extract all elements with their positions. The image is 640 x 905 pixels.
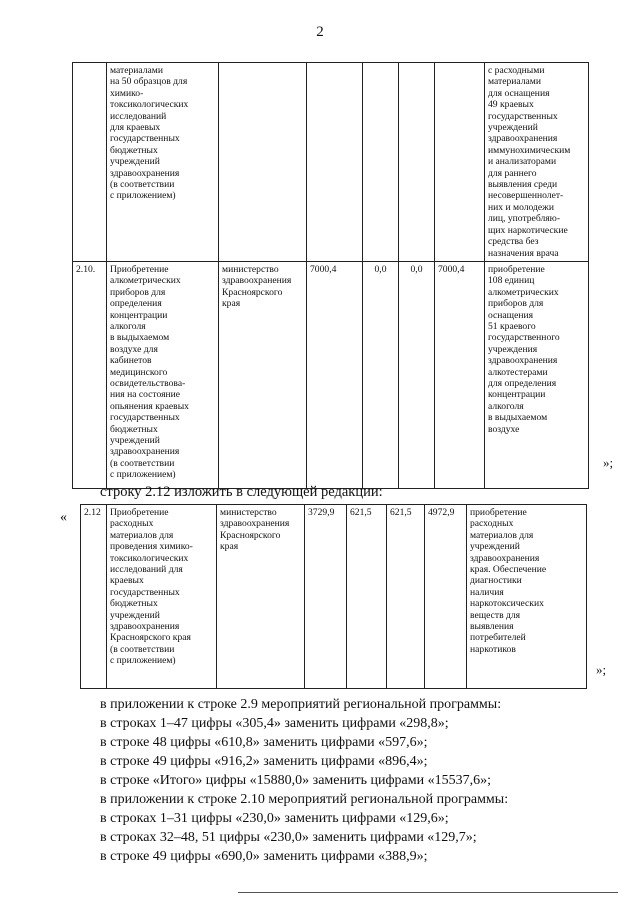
cell-value-2: 621,5	[347, 505, 387, 689]
cell-text-line: алкометрических	[110, 275, 181, 287]
cell-text-line: освидетельствова-	[110, 377, 186, 389]
cell-text-line: исследований	[110, 110, 167, 122]
cell-text-line: алкоголя	[110, 320, 146, 332]
cell-expected-result	[485, 261, 589, 488]
cell-text-line: токсикологических	[110, 99, 189, 111]
body-line: в строке «Итого» цифры «15880,0» заменить цифрами «15537,6»;	[100, 773, 491, 788]
cell-text-line: здравоохранения	[110, 446, 180, 458]
cell-text-line: учреждений	[488, 122, 538, 134]
cell-value-3: 621,5	[387, 505, 425, 689]
cell-text-line: концентрации	[488, 389, 546, 401]
body-line: в строке 49 цифры «916,2» заменить цифрами «896,4»;	[100, 754, 428, 769]
cell-text-line: края. Обеспечение	[470, 564, 547, 576]
cell-text-line: государственных	[110, 586, 180, 598]
cell-text-line: веществ для	[470, 609, 521, 621]
cell-text-line: материалов для	[470, 529, 534, 541]
body-line: в приложении к строке 2.9 мероприятий региональной программы:	[100, 697, 502, 712]
cell-text-line: бюджетных	[110, 423, 158, 435]
cell-text-line: государственных	[488, 110, 558, 122]
opening-quote-mark: «	[60, 510, 67, 525]
cell-text-line: в выдыхаемом	[110, 332, 170, 344]
cell-text-line: кабинетов	[110, 355, 152, 367]
body-line: в приложении к строке 2.10 мероприятий региональной программы:	[100, 792, 509, 807]
cell-text-line: бюджетных	[110, 598, 158, 610]
cell-text-line: опьянения краевых	[110, 400, 189, 412]
cell-text-line: Красноярского	[220, 529, 281, 541]
table-row-continued	[73, 63, 589, 262]
cell-value-total: 7000,4	[435, 261, 485, 488]
cell-value-1	[307, 63, 363, 262]
cell-text-line: расходных	[470, 518, 514, 530]
cell-text-line: выявления среди	[488, 179, 558, 191]
cell-text-line: потребителей	[470, 632, 526, 644]
cell-text-line: Приобретение	[110, 507, 169, 518]
cell-number: 2.12	[81, 505, 107, 689]
cell-number: 2.10.	[73, 261, 107, 488]
body-line: в строках 1–31 цифры «230,0» заменить цифрами «129,6»;	[100, 811, 449, 826]
cell-text-line: алкоголя	[488, 400, 524, 412]
cell-text-line: расходных	[110, 518, 154, 530]
cell-text-line: государственного	[488, 332, 560, 344]
cell-text-line: токсикологических	[110, 552, 189, 564]
cell-text-line: средства без	[488, 236, 539, 248]
program-table-row-2-12	[80, 504, 587, 689]
cell-text-line: с приложением)	[110, 190, 176, 202]
cell-value-3	[399, 63, 435, 262]
cell-text-line: Приобретение	[110, 263, 169, 275]
cell-activity-name	[107, 505, 217, 689]
cell-text-line: здравоохранения	[222, 275, 292, 287]
cell-text-line: в выдыхаемом	[488, 412, 548, 424]
cell-activity-name	[107, 63, 219, 262]
cell-text-line: приборов для	[110, 286, 166, 298]
cell-text-line: воздухе для	[110, 343, 158, 355]
cell-executor	[219, 63, 307, 262]
body-line: в строке 48 цифры «610,8» заменить цифрами «597,6»;	[100, 735, 428, 750]
cell-activity-name	[107, 261, 219, 488]
cell-value-1: 3729,9	[305, 505, 347, 689]
body-line: в строках 32–48, 51 цифры «230,0» заменить цифрами «129,7»;	[100, 830, 477, 845]
cell-text-line: для краевых	[110, 122, 161, 134]
cell-text-line: материалов для	[110, 529, 174, 541]
cell-text-line: с приложением)	[110, 469, 176, 481]
cell-text-line: выявления	[470, 621, 514, 633]
bottom-divider	[238, 892, 618, 893]
cell-text-line: здравоохранения	[488, 133, 558, 145]
cell-text-line: алкотестерами	[488, 366, 548, 378]
cell-text-line: Красноярского	[222, 286, 283, 298]
cell-text-line: медицинского	[110, 366, 168, 378]
body-line: в строке 49 цифры «690,0» заменить цифрами «388,9»;	[100, 849, 428, 864]
cell-text-line: бюджетных	[110, 144, 158, 156]
cell-value-2: 0,0	[363, 261, 399, 488]
cell-text-line: для раннего	[488, 167, 537, 179]
cell-text-line: (в соответствии	[110, 457, 175, 469]
instruction-line: строку 2.12 изложить в следующей редакции:	[100, 484, 383, 500]
cell-text-line: с приложением)	[110, 655, 176, 667]
cell-text-line: несовершеннолет-	[488, 190, 564, 202]
cell-text-line: и анализаторами	[488, 156, 557, 168]
cell-text-line: наркотоксических	[470, 598, 544, 610]
body-line: в строках 1–47 цифры «305,4» заменить цифрами «298,8»;	[100, 716, 449, 731]
cell-text-line: на 50 образцов для	[110, 76, 188, 88]
cell-text-line: (в соответствии	[110, 643, 175, 655]
cell-text-line: лиц, употребляю-	[488, 213, 561, 225]
closing-quote-mark: »;	[603, 455, 614, 470]
cell-text-line: здравоохранения	[220, 518, 290, 530]
page-number: 2	[316, 24, 324, 40]
cell-value-1: 7000,4	[307, 261, 363, 488]
cell-executor	[219, 261, 307, 488]
cell-text-line: министерство	[220, 507, 277, 518]
cell-text-line: воздухе	[488, 423, 520, 435]
cell-text-line: для определения	[488, 377, 557, 389]
cell-text-line: наличия	[470, 586, 504, 598]
cell-text-line: щих наркотические	[488, 224, 568, 236]
table-row-2-10	[73, 261, 589, 488]
cell-text-line: иммунохимическим	[488, 144, 571, 156]
cell-text-line: алкометрических	[488, 286, 559, 298]
cell-text-line: края	[222, 298, 241, 310]
cell-text-line: исследований для	[110, 564, 183, 576]
cell-text-line: ния на состояние	[110, 389, 181, 401]
cell-text-line: концентрации	[110, 309, 168, 321]
cell-text-line: приобретение	[488, 263, 545, 275]
cell-number	[73, 63, 107, 262]
cell-text-line: учреждений	[110, 435, 160, 446]
cell-text-line: приборов для	[488, 298, 544, 310]
cell-text-line: проведения химико-	[110, 541, 193, 553]
cell-text-line: учреждений	[110, 156, 160, 168]
cell-text-line: материалами	[110, 65, 163, 76]
cell-text-line: здравоохранения	[110, 621, 180, 633]
cell-text-line: наркотиков	[470, 643, 516, 655]
cell-text-line: химико-	[110, 87, 144, 99]
cell-value-total: 4972,9	[425, 505, 467, 689]
cell-value-2	[363, 63, 399, 262]
program-table-continued	[72, 62, 589, 489]
table-row-2-12	[81, 505, 587, 689]
cell-text-line: оснащения	[488, 309, 534, 321]
cell-text-line: здравоохранения	[110, 167, 180, 179]
cell-text-line: министерство	[222, 263, 279, 275]
cell-text-line: здравоохранения	[470, 552, 540, 564]
cell-text-line: для оснащения	[488, 87, 550, 99]
cell-value-total	[435, 63, 485, 262]
cell-text-line: приобретение	[470, 507, 527, 518]
cell-value-3: 0,0	[399, 261, 435, 488]
cell-text-line: краевых	[110, 575, 144, 587]
cell-text-line: государственных	[110, 133, 180, 145]
cell-expected-result	[485, 63, 589, 262]
cell-text-line: Красноярского края	[110, 632, 191, 644]
cell-text-line: материалами	[488, 76, 541, 88]
cell-text-line: назначения врача	[488, 247, 559, 259]
cell-text-line: 49 краевых	[488, 99, 534, 111]
cell-text-line: (в соответствии	[110, 179, 175, 191]
cell-text-line: учреждений	[110, 609, 160, 621]
closing-quote-mark: »;	[596, 662, 607, 677]
cell-expected-result	[467, 505, 587, 689]
cell-text-line: определения	[110, 298, 162, 310]
cell-text-line: 108 единиц	[488, 275, 535, 287]
cell-text-line: 51 краевого	[488, 320, 536, 332]
cell-text-line: края	[220, 541, 239, 553]
cell-text-line: с расходными	[488, 65, 545, 76]
cell-executor	[217, 505, 305, 689]
cell-text-line: учреждения	[488, 343, 538, 355]
cell-text-line: государственных	[110, 412, 180, 424]
cell-text-line: учреждений	[470, 541, 520, 553]
cell-text-line: них и молодежи	[488, 201, 554, 213]
cell-text-line: диагностики	[470, 575, 522, 587]
cell-text-line: здравоохранения	[488, 355, 558, 367]
